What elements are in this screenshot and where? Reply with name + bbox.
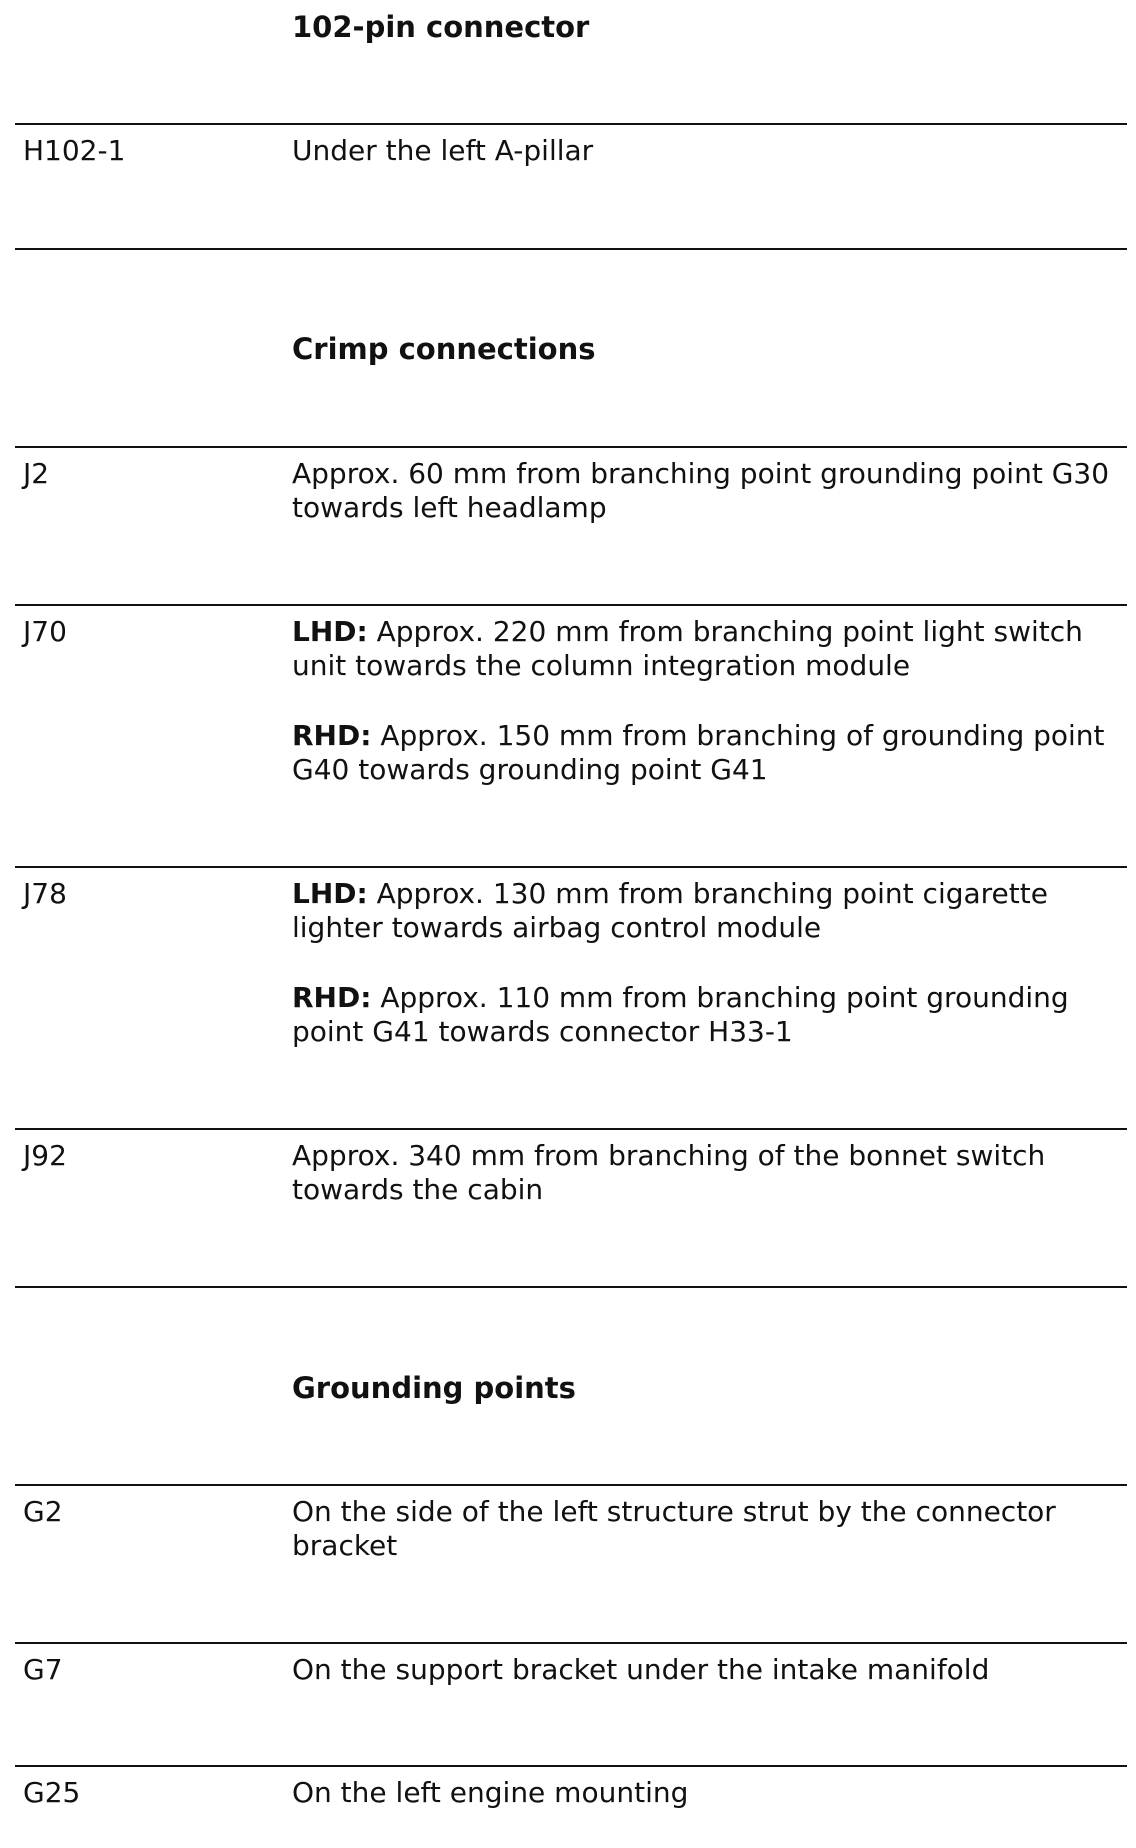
lhd-prefix: LHD: (292, 615, 368, 648)
description-text: Approx. 60 mm from branching point grounding point G30 towards left headlamp (292, 457, 1110, 524)
row-description-g2 (292, 1495, 1122, 1563)
row-description-h102-1 (292, 134, 1122, 168)
row-label-h102-1: H102-1 (23, 134, 126, 167)
row-description-j2 (292, 457, 1122, 525)
lhd-text: Approx. 130 mm from branching point cigarette lighter towards airbag control module (292, 877, 1048, 944)
row-label-j2: J2 (23, 457, 50, 490)
lhd-text: Approx. 220 mm from branching point light switch unit towards the column integration module (292, 615, 1083, 682)
row-description-j78 (292, 877, 1122, 1049)
row-label-g2: G2 (23, 1495, 63, 1528)
row-divider (15, 446, 1127, 448)
rhd-paragraph (292, 981, 1122, 1049)
row-divider (15, 1128, 1127, 1130)
lhd-paragraph (292, 877, 1122, 945)
row-description-g7 (292, 1653, 1122, 1687)
row-divider (15, 1765, 1127, 1767)
row-label-j92: J92 (23, 1139, 67, 1172)
description-text: Under the left A-pillar (292, 134, 594, 167)
section-heading-102-pin-connector: 102-pin connector (292, 10, 590, 44)
row-description-j92 (292, 1139, 1122, 1207)
row-label-j70: J70 (23, 615, 67, 648)
row-description-j70 (292, 615, 1122, 787)
row-divider (15, 1484, 1127, 1486)
description-text: On the left engine mounting (292, 1776, 689, 1809)
description-text: Approx. 340 mm from branching of the bonnet switch towards the cabin (292, 1139, 1046, 1206)
row-divider (15, 604, 1127, 606)
rhd-paragraph (292, 719, 1122, 787)
row-divider (15, 123, 1127, 125)
rhd-text: Approx. 110 mm from branching point grounding point G41 towards connector H33-1 (292, 981, 1069, 1048)
description-text: On the support bracket under the intake manifold (292, 1653, 990, 1686)
row-label-g7: G7 (23, 1653, 63, 1686)
row-label-g25: G25 (23, 1776, 81, 1809)
row-divider (15, 1286, 1127, 1288)
section-heading-grounding-points: Grounding points (292, 1371, 576, 1405)
row-description-g25 (292, 1776, 1122, 1810)
row-divider (15, 248, 1127, 250)
section-heading-crimp-connections: Crimp connections (292, 332, 596, 366)
row-divider (15, 866, 1127, 868)
rhd-prefix: RHD: (292, 719, 372, 752)
lhd-prefix: LHD: (292, 877, 368, 910)
row-label-j78: J78 (23, 877, 67, 910)
description-text: On the side of the left structure strut by the connector bracket (292, 1495, 1056, 1562)
lhd-paragraph (292, 615, 1122, 683)
rhd-text: Approx. 150 mm from branching of grounding point G40 towards grounding point G41 (292, 719, 1105, 786)
rhd-prefix: RHD: (292, 981, 372, 1014)
row-divider (15, 1642, 1127, 1644)
